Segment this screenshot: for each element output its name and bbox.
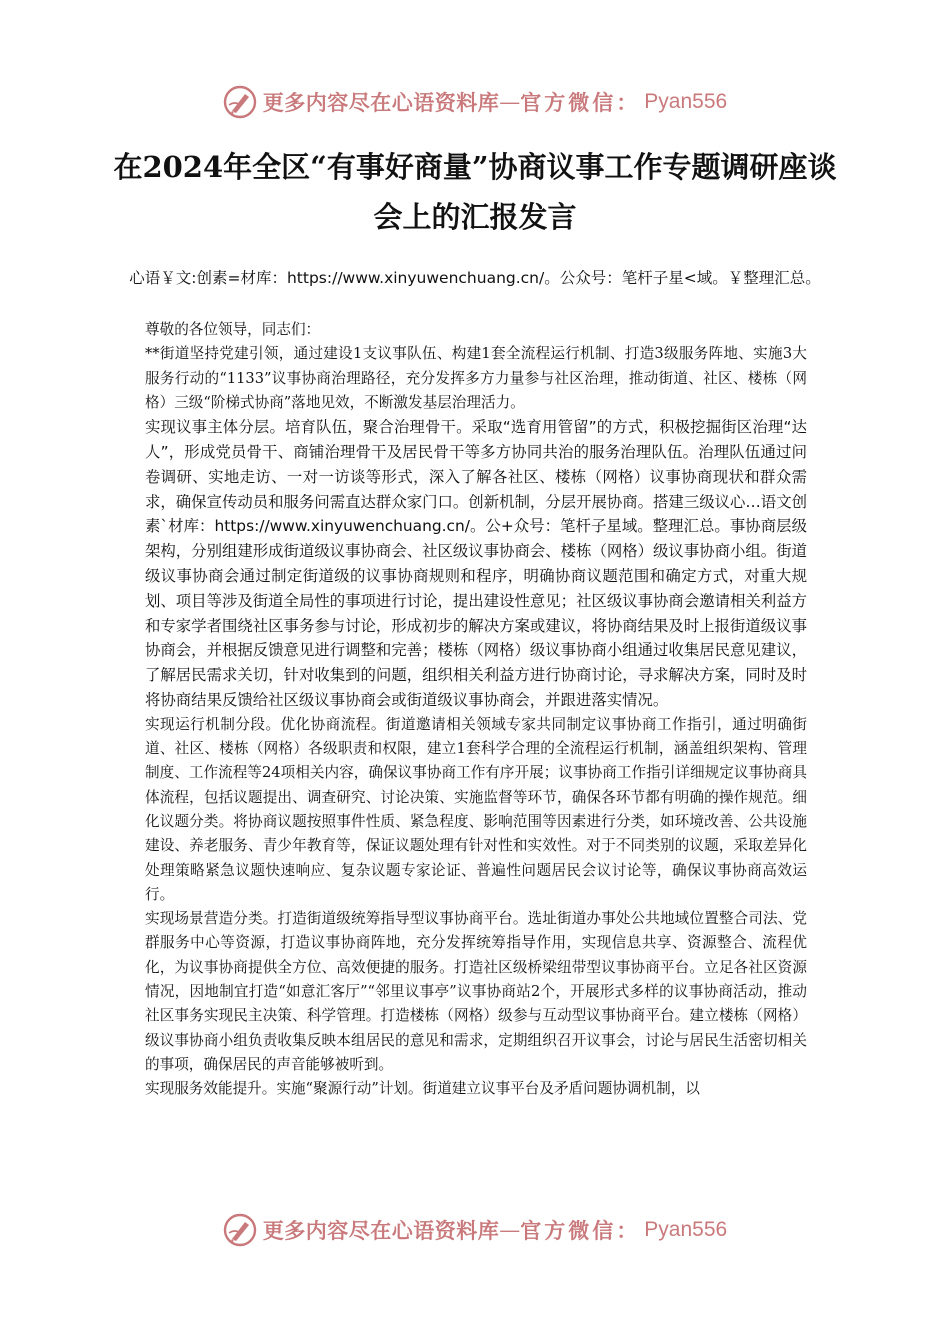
banner-wechat-label: 官方微信： bbox=[520, 1218, 641, 1243]
banner-wechat-label: 官方微信： bbox=[520, 90, 641, 115]
paragraph-intro: **街道坚持党建引领，通过建设1支议事队伍、构建1套全流程运行机制、打造3级服务阵地、实施3大服务行动的“1133”议事协商治理路径，充分发挥多方力量参与社区治理，推动街道、社区、楼栋（网格）三级“阶梯式协商”落地见效，不断激发基层治理活力。 bbox=[145, 345, 807, 411]
header-watermark-banner bbox=[0, 80, 950, 124]
document-body bbox=[145, 318, 807, 1102]
paragraph-subject-layering: 实现议事主体分层。培育队伍，聚合治理骨干。采取“选育用管留”的方式，积极挖掘街区治理“达人”，形成党员骨干、商铺治理骨干及居民骨干等多方协同共治的服务治理队伍。治理队伍通过问卷调研、实地走访、一对一访谈等形式，深入了解各社区、楼栋（网格）议事协商现状和群众需求，确保宣传动员和服务问需直达群众家门口。创新机制，分层开展协商。搭建三级议心…语文创素`材库：https://www.xinyuwenchuang.cn/。公+众号：笔杆子星域。整理汇总。事协商层级架构，分别组建形成街道级议事协商会、社区级议事协商会、楼栋（网格）级议事协商小组。街道级议事协商会通过制定街道级的议事协商规则和程序，明确协商议题范围和确定方式，对重大规划、项目等涉及街道全局性的事项进行讨论，提出建设性意见；社区级议事协商会邀请相关利益方和专家学者围绕社区事务参与讨论，形成初步的解决方案或建议，将协商结果及时上报街道级议事协商会，并根据反馈意见进行调整和完善；楼栋（网格）级议事协商小组通过收集居民意见建议，了解居民需求关切，针对收集到的问题，组织相关利益方进行协商讨论，寻求解决方案，同时及时将协商结果反馈给社区级议事协商会或街道级议事协商会，并跟进落实情况。 bbox=[145, 418, 807, 709]
paragraph-efficiency: 实现服务效能提升。实施“聚源行动”计划。街道建立议事平台及矛盾问题协调机制，以 bbox=[145, 1080, 700, 1098]
footer-watermark-banner bbox=[0, 1208, 950, 1252]
banner-text: 更多内容尽在心语资料库 bbox=[262, 1218, 500, 1243]
source-credit-line: 心语￥文:创素=材库：https://www.xinyuwenchuang.cn/。公众号：笔杆子星<域。￥整理汇总。 bbox=[129, 269, 821, 287]
pen-logo-icon bbox=[223, 85, 257, 119]
banner-dash: — bbox=[499, 90, 521, 114]
salutation: 尊敬的各位领导，同志们： bbox=[145, 321, 321, 338]
banner-wechat-id: Pyan556 bbox=[644, 1218, 728, 1241]
pen-logo-icon bbox=[223, 1213, 257, 1247]
banner-text: 更多内容尽在心语资料库 bbox=[262, 90, 500, 115]
paragraph-mechanism: 实现运行机制分段。优化协商流程。街道邀请相关领域专家共同制定议事协商工作指引，通过明确街道、社区、楼栋（网格）各级职责和权限，建立1套科学合理的全流程运行机制，涵盖组织架构、管理制度、工作流程等24项相关内容，确保议事协商工作有序开展；议事协商工作指引详细规定议事协商具体流程，包括议题提出、调查研究、讨论决策、实施监督等环节，确保各环节都有明确的操作规范。细化议题分类。将协商议题按照事件性质、紧急程度、影响范围等因素进行分类，如环境改善、公共设施建设、养老服务、青少年教育等，保证议题处理有针对性和实效性。对于不同类别的议题，采取差异化处理策略紧急议题快速响应、复杂议题专家论证、普遍性问题居民会议讨论等，确保议事协商高效运行。 bbox=[145, 715, 807, 903]
paragraph-scenes: 实现场景营造分类。打造街道级统筹指导型议事协商平台。选址街道办事处公共地域位置整合司法、党群服务中心等资源，打造议事协商阵地，充分发挥统筹指导作用，实现信息共享、资源整合、流程优化，为议事协商提供全方位、高效便捷的服务。打造社区级桥梁纽带型议事协商平台。立足各社区资源情况，因地制宜打造“如意汇客厅”“邻里议事亭”议事协商站2个，开展形式多样的议事协商活动，推动社区事务实现民主决策、科学管理。打造楼栋（网格）级参与互动型议事协商平台。建立楼栋（网格）级议事协商小组负责收集反映本组居民的意见和需求，定期组织召开议事会，讨论与居民生活密切相关的事项，确保居民的声音能够被听到。 bbox=[145, 910, 807, 1073]
document-title: 在2024年全区“有事好商量”协商议事工作专题调研座谈会上的汇报发言 bbox=[113, 150, 837, 234]
banner-wechat-id: Pyan556 bbox=[644, 90, 728, 113]
banner-dash: — bbox=[499, 1218, 521, 1242]
